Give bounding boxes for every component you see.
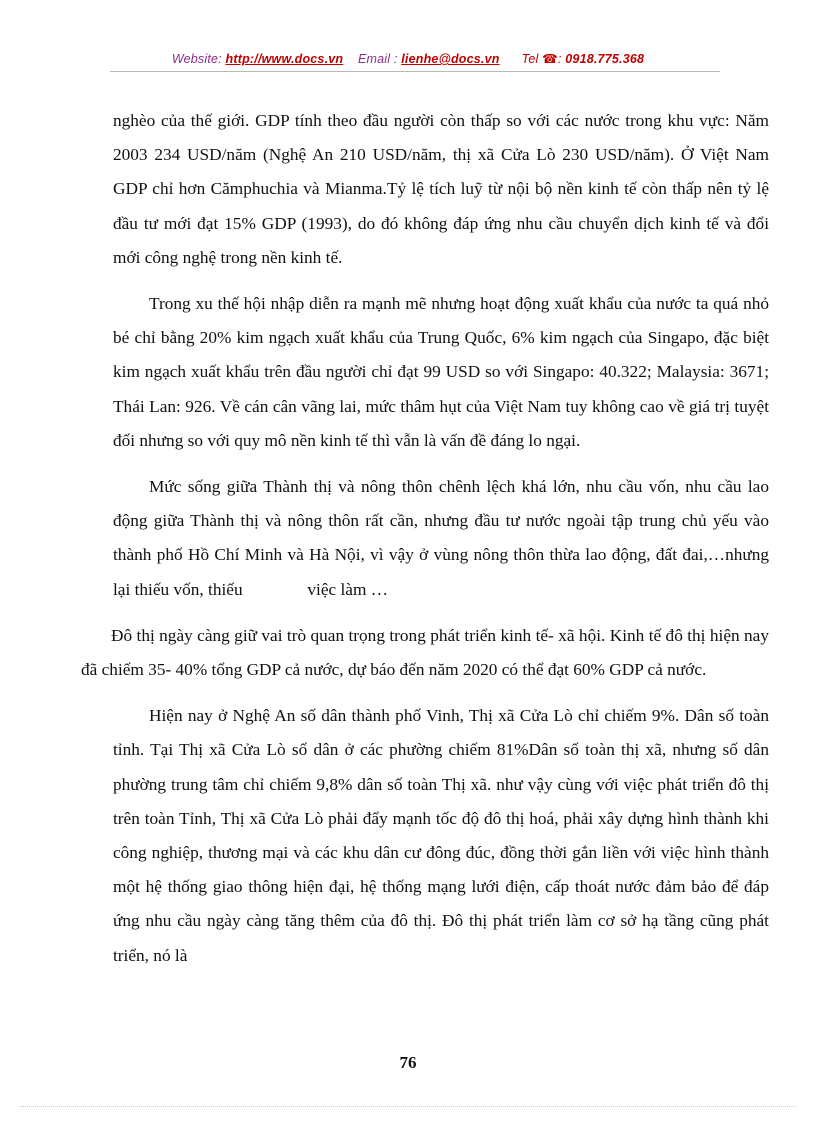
email-link[interactable]: lienhe@docs.vn	[401, 52, 500, 66]
website-label: Website:	[171, 52, 222, 66]
paragraph-2: Trong xu thế hội nhập diễn ra mạnh mẽ nhưng hoạt động xuất khẩu của nước ta quá nhỏ bé chỉ bằng 20% kim ngạch xuất khẩu của Trung Quốc, 6% kim ngạch của Singapo, đặc biệt kim ngạch xuất khẩu trên đầu người chỉ đạt 99 USD so với Singapo: 40.322; Malaysia: 3671; Thái Lan: 926. Về cán cân vãng lai, mức thâm hụt của Việt Nam tuy không cao về giá trị tuyệt đối nhưng so với quy mô nền kinh tế thì vẫn là vấn đề đáng lo ngại.	[113, 294, 769, 450]
email-label: Email :	[357, 52, 398, 66]
website-link[interactable]: http://www.docs.vn	[225, 52, 344, 66]
footer-divider	[20, 1106, 796, 1107]
tel-value: 0918.775.368	[565, 52, 645, 66]
paragraph-3: Mức sống giữa Thành thị và nông thôn chênh lệch khá lớn, nhu cầu vốn, nhu cầu lao động giữa Thành thị và nông thôn rất cần, nhưng đầu tư nước ngoài tập trung chủ yếu vào thành phố Hồ Chí Minh và Hà Nội, vì vậy ở vùng nông thôn thừa lao động, đất đai,…nhưng lại thiếu vốn, thiếu việc làm …	[113, 477, 774, 599]
page-header	[0, 51, 816, 66]
page-number: 76	[399, 1053, 417, 1072]
tel-label: Tel ☎:	[521, 52, 562, 66]
paragraph-4: Đô thị ngày càng giữ vai trò quan trọng trong phát triển kinh tế- xã hội. Kinh tế đô thị hiện nay đã chiếm 35- 40% tổng GDP cả nước, dự báo đến năm 2020 có thể đạt 60% GDP cả nước.	[81, 625, 769, 680]
paragraph-1: nghèo của thế giới. GDP tính theo đầu người còn thấp so với các nước trong khu vực: Năm 2003 234 USD/năm (Nghệ An 210 USD/năm, thị xã Cửa Lò 230 USD/năm). Ở Việt Nam GDP chỉ hơn Cămphuchia và Mianma.Tỷ lệ tích luỹ từ nội bộ nền kinh tế còn thấp nên tỷ lệ đầu tư mới đạt 15% GDP (1993), do đó không đáp ứng nhu cầu chuyển dịch kinh tế và đổi mới công nghệ trong nền kinh tế.	[113, 111, 769, 267]
header-divider	[110, 71, 720, 72]
document-body	[81, 104, 774, 985]
paragraph-5: Hiện nay ở Nghệ An số dân thành phố Vinh, Thị xã Cửa Lò chỉ chiếm 9%. Dân số toàn tỉnh. Tại Thị xã Cửa Lò số dân ở các phường chiếm 81%Dân số toàn thị xã, nhưng số dân phường trung tâm chỉ chiếm 9,8% dân số toàn Thị xã. như vậy cùng với việc phát triển đô thị trên toàn Tỉnh, Thị xã Cửa Lò phải đẩy mạnh tốc độ đô thị hoá, phải xây dựng hình thành khi công nghiệp, thương mại và các khu dân cư đông đúc, đồng thời gắn liền với việc hình thành một hệ thống giao thông hiện đại, hệ thống mạng lưới điện, cấp thoát nước đảm bảo để đáp ứng nhu cầu ngày càng tăng thêm của đô thị. Đô thị phát triển làm cơ sở hạ tầng cũng phát triển, nó là	[113, 706, 769, 965]
